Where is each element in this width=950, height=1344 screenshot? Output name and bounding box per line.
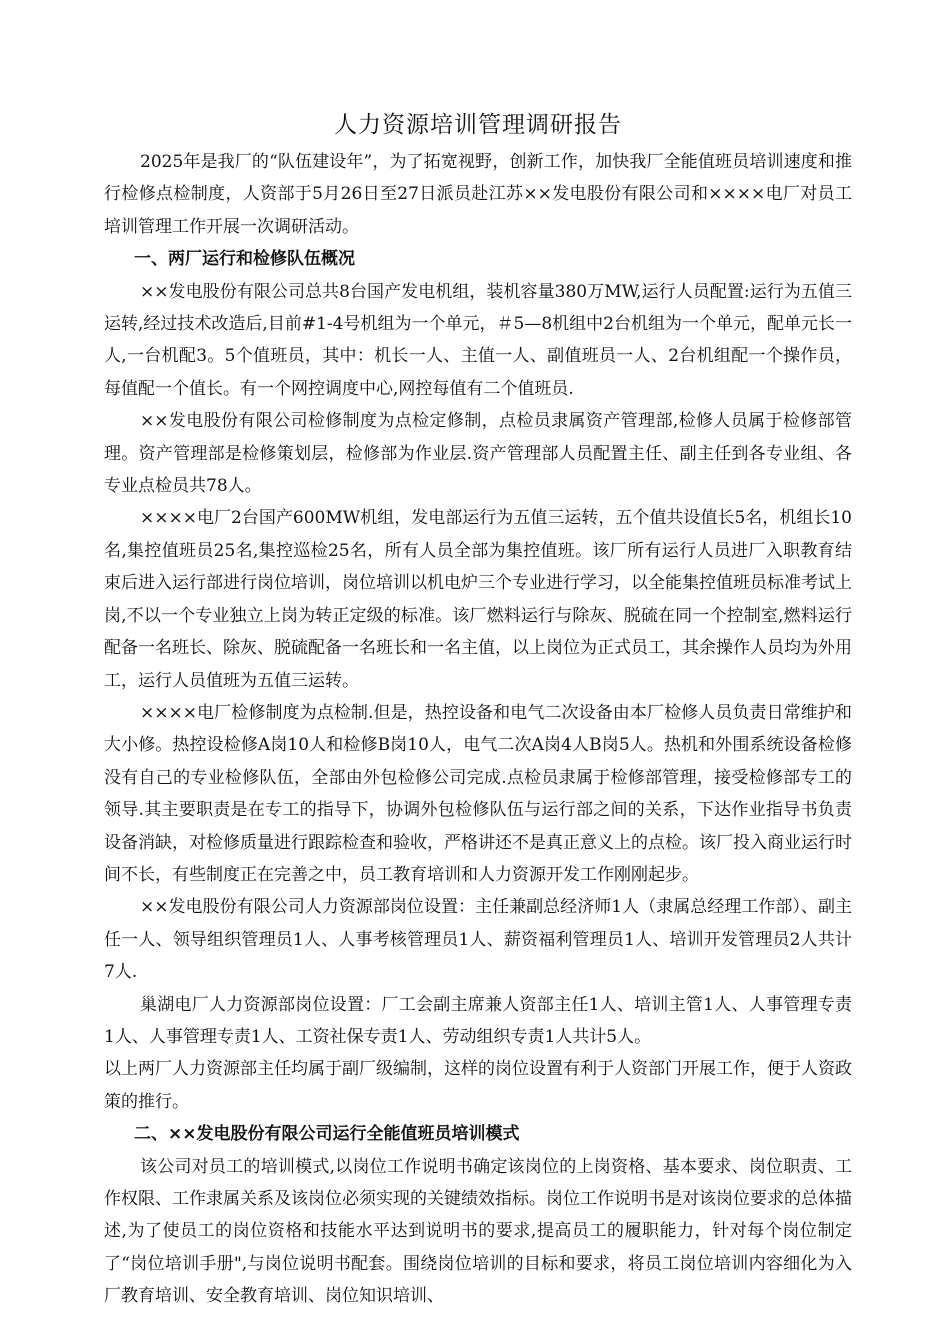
paragraph-4: ××××电厂检修制度为点检制.但是，热控设备和电气二次设备由本厂检修人员负责日常维护和大小修。热控设检修A岗10人和检修B岗10人，电气二次A岗4人B岗5人。热机和外围系统设备检修没有自己的专业检修队伍，全部由外包检修公司完成.点检员隶属于检修部管理，接受检修部专工的领导.其主要职责是在专工的指导下，协调外包检修队伍与运行部之间的关系，下达作业指导书负责设备消缺，对检修质量进行跟踪检查和验收，严格讲还不是真正意义上的点检。该厂投入商业运行时间不长，有些制度正在完善之中，员工教育培训和人力资源开发工作刚刚起步。 — [104, 702, 852, 885]
document-title: 人力资源培训管理调研报告 — [334, 112, 622, 138]
document-page — [104, 108, 852, 1313]
section-heading-2: 二、××发电股份有限公司运行全能值班员培训模式 — [134, 1124, 520, 1145]
paragraph-5: ××发电股份有限公司人力资源部岗位设置：主任兼副总经济师1人（隶属总经理工作部）、副主任一人、领导组织管理员1人、人事考核管理员1人、薪资福利管理员1人、培训开发管理员2人共计7人. — [104, 897, 852, 983]
paragraph-2: ××发电股份有限公司检修制度为点检定修制，点检员隶属资产管理部,检修人员属于检修部管理。资产管理部是检修策划层，检修部为作业层.资产管理部人员配置主任、副主任到各专业组、各专业点检员共78人。 — [104, 411, 852, 497]
intro-paragraph: 2025年是我厂的“队伍建设年”，为了拓宽视野，创新工作，加快我厂全能值班员培训速度和推行检修点检制度，人资部于5月26日至27日派员赴江苏××发电股份有限公司和××××电厂对员工培训管理工作开展一次调研活动。 — [104, 152, 852, 237]
paragraph-7: 以上两厂人力资源部主任均属于副厂级编制，这样的岗位设置有利于人资部门开展工作，便于人资政策的推行。 — [104, 1059, 852, 1112]
paragraph-6: 巢湖电厂人力资源部岗位设置：厂工会副主席兼人资部主任1人、培训主管1人、人事管理专责1人、人事管理专责1人、工资社保专责1人、劳动组织专责1人共计5人。 — [104, 994, 852, 1047]
section-heading-1: 一、两厂运行和检修队伍概况 — [134, 249, 355, 270]
paragraph-3: ××××电厂2台国产600MW机组，发电部运行为五值三运转，五个值共设值长5名，机组长10名,集控值班员25名,集控巡检25名，所有人员全部为集控值班。该厂所有运行人员进厂入职教育结束后进入运行部进行岗位培训，岗位培训以机电炉三个专业进行学习，以全能集控值班员标准考试上岗,不以一个专业独立上岗为转正定级的标准。该厂燃料运行与除灰、脱硫在同一个控制室,燃料运行配备一名班长、除灰、脱硫配备一名班长和一名主值，以上岗位为正式员工，其余操作人员均为外用工，运行人员值班为五值三运转。 — [104, 508, 852, 691]
paragraph-8: 该公司对员工的培训模式,以岗位工作说明书确定该岗位的上岗资格、基本要求、岗位职责、工作权限、工作隶属关系及该岗位必须实现的关键绩效指标。岗位工作说明书是对该岗位要求的总体描述,为了使员工的岗位资格和技能水平达到说明书的要求,提高员工的履职能力，针对每个岗位制定了“岗位培训手册",与岗位说明书配套。围绕岗位培训的目标和要求，将员工岗位培训内容细化为入厂教育培训、安全教育培训、岗位知识培训、 — [104, 1156, 852, 1307]
paragraph-1: ××发电股份有限公司总共8台国产发电机组，装机容量380万MW,运行人员配置:运行为五值三运转,经过技术改造后,目前#1-4号机组为一个单元，＃5—8机组中2台机组为一个单元，配单元长一人,一台机配3。5个值班员，其中：机长一人、主值一人、副值班员一人、2台机组配一个操作员，每值配一个值长。有一个网控调度中心,网控每值有二个值班员. — [104, 281, 852, 399]
